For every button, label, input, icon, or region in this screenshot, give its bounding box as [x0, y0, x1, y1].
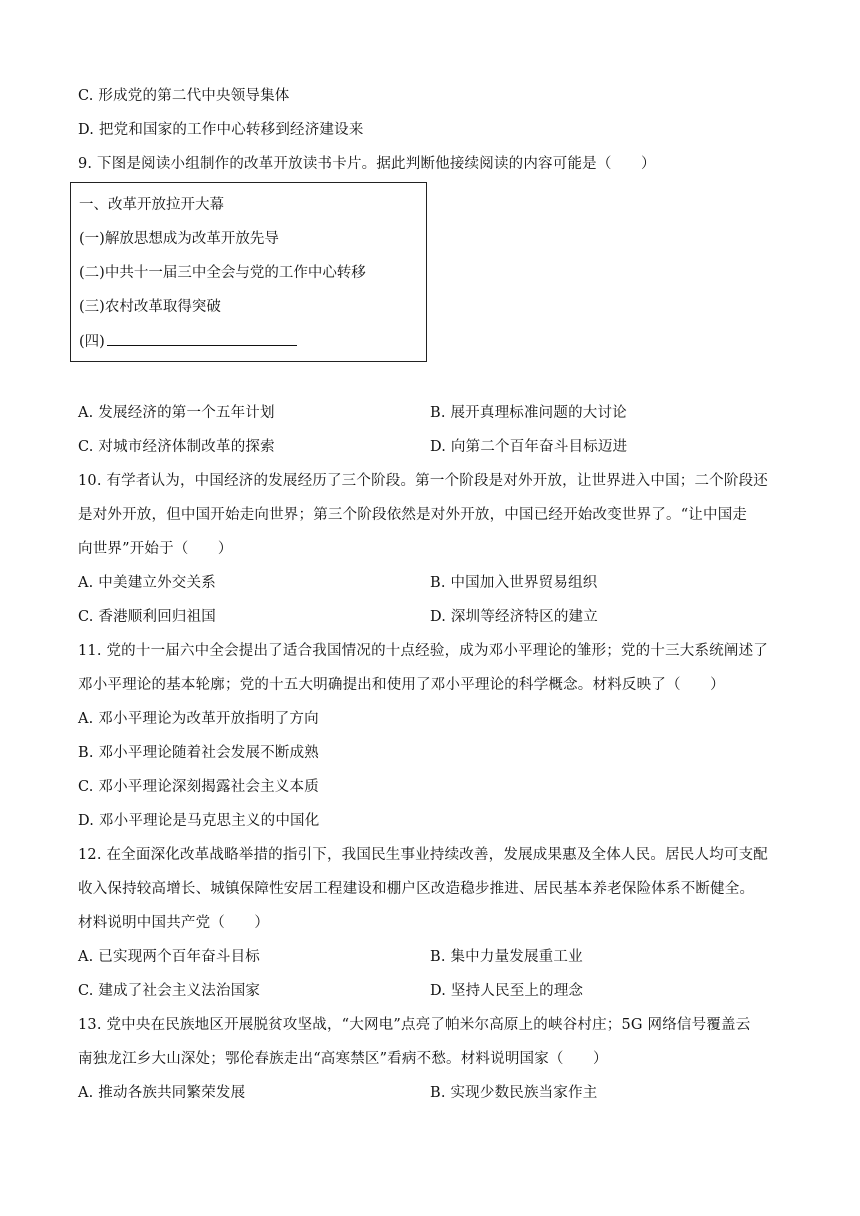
q10-option-d: D. 深圳等经济特区的建立 [430, 609, 598, 625]
q12-stem-line1: 12. 在全面深化改革战略举措的指引下，我国民生事业持续改善，发展成果惠及全体人民。居民人均可支配 [78, 847, 768, 863]
card-item-4 [79, 331, 297, 352]
q10-stem-line1: 10. 有学者认为，中国经济的发展经历了三个阶段。第一个阶段是对外开放，让世界进入中国；二个阶段还 [78, 473, 768, 489]
card-item-2: (二)中共十一届三中全会与党的工作中心转移 [79, 265, 366, 281]
q8-option-c: C. 形成党的第二代中央领导集体 [78, 88, 290, 104]
q11-option-a: A. 邓小平理论为改革开放指明了方向 [78, 711, 319, 727]
q13-stem-line1: 13. 党中央在民族地区开展脱贫攻坚战，“大网电”点亮了帕米尔高原上的峡谷村庄；5G 网络信号覆盖云 [78, 1017, 751, 1033]
q11-stem-line1: 11. 党的十一届六中全会提出了适合我国情况的十点经验，成为邓小平理论的雏形；党的十三大系统阐述了 [78, 643, 768, 659]
q10-option-c: C. 香港顺利回归祖国 [78, 609, 216, 625]
q11-option-c: C. 邓小平理论深刻揭露社会主义本质 [78, 779, 319, 795]
q11-option-b: B. 邓小平理论随着社会发展不断成熟 [78, 745, 319, 761]
q10-option-b: B. 中国加入世界贸易组织 [430, 575, 598, 591]
q9-option-b: B. 展开真理标准问题的大讨论 [430, 405, 627, 421]
fill-blank [107, 331, 297, 346]
q13-stem-line2: 南独龙江乡大山深处；鄂伦春族走出“高寒禁区”看病不愁。材料说明国家（ ） [78, 1051, 608, 1067]
reading-card [70, 182, 427, 362]
q8-option-d: D. 把党和国家的工作中心转移到经济建设来 [78, 122, 364, 138]
q10-stem-line2: 是对外开放，但中国开始走向世界；第三个阶段依然是对外开放，中国已经开始改变世界了。“让中国走 [78, 507, 748, 523]
q12-stem-line3: 材料说明中国共产党（ ） [78, 915, 270, 931]
q11-stem-line2: 邓小平理论的基本轮廓；党的十五大明确提出和使用了邓小平理论的科学概念。材料反映了（ ） [78, 677, 725, 693]
q13-option-b: B. 实现少数民族当家作主 [430, 1085, 598, 1101]
q12-stem-line2: 收入保持较高增长、城镇保障性安居工程建设和棚户区改造稳步推进、居民基本养老保险体系不断健全。 [78, 881, 755, 897]
q9-option-c: C. 对城市经济体制改革的探索 [78, 439, 275, 455]
q12-option-a: A. 已实现两个百年奋斗目标 [78, 949, 260, 965]
q9-option-d: D. 向第二个百年奋斗目标迈进 [430, 439, 628, 455]
q12-option-b: B. 集中力量发展重工业 [430, 949, 583, 965]
q11-option-d: D. 邓小平理论是马克思主义的中国化 [78, 813, 320, 829]
card-item-3: (三)农村改革取得突破 [79, 299, 221, 315]
q9-option-a: A. 发展经济的第一个五年计划 [78, 405, 275, 421]
q10-option-a: A. 中美建立外交关系 [78, 575, 216, 591]
card-item-1: (一)解放思想成为改革开放先导 [79, 231, 279, 247]
card-item-4-label: (四) [79, 334, 105, 350]
q12-option-c: C. 建成了社会主义法治国家 [78, 983, 261, 999]
q12-option-d: D. 坚持人民至上的理念 [430, 983, 584, 999]
card-title: 一、改革开放拉开大幕 [79, 197, 224, 213]
q13-option-a: A. 推动各族共同繁荣发展 [78, 1085, 246, 1101]
q10-stem-line3: 向世界”开始于（ ） [78, 541, 233, 557]
q9-stem: 9. 下图是阅读小组制作的改革开放读书卡片。据此判断他接续阅读的内容可能是（ ） [78, 156, 656, 172]
